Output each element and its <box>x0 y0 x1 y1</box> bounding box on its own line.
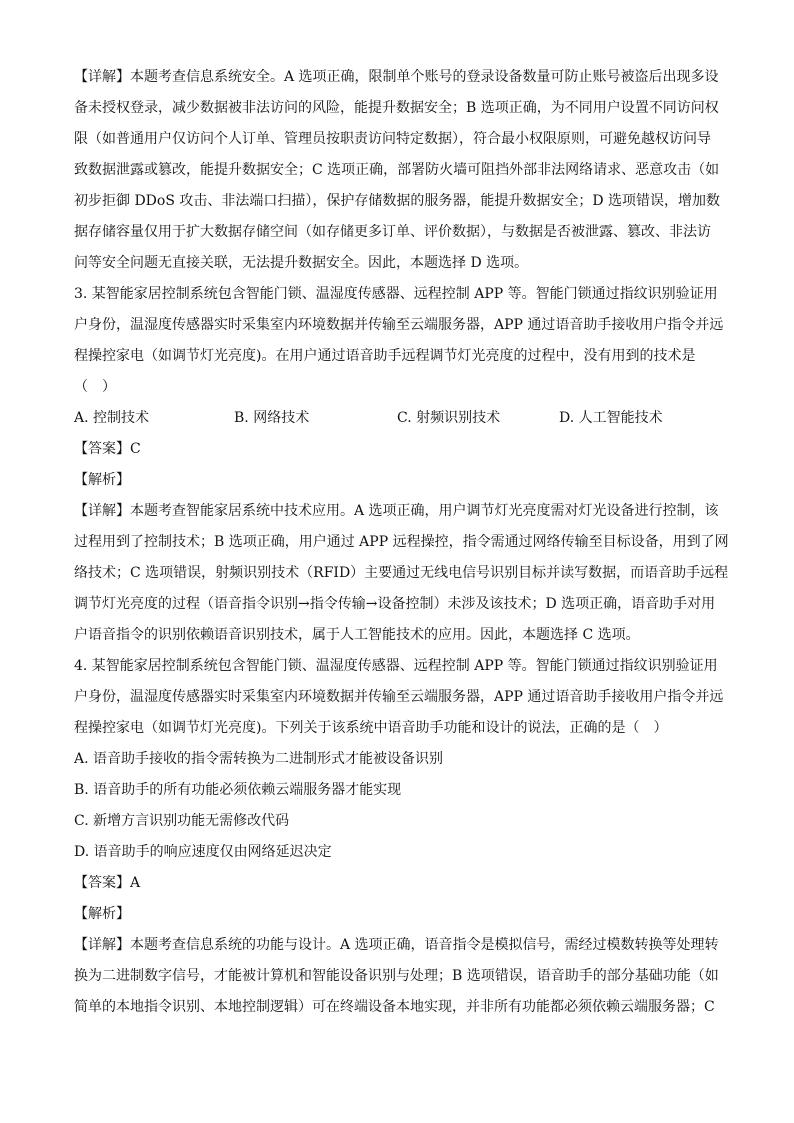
question-3-line: 户身份，温湿度传感器实时采集室内环境数据并传输至云端服务器，APP 通过语音助手接收用户指令并远 <box>74 317 724 333</box>
text-line: 过程用到了控制技术；B 选项正确，用户通过 APP 远程操控，指令需通过网络传输至目标设备，用到了网 <box>74 534 729 550</box>
answer-blank: （ ） <box>74 379 116 395</box>
answer-label: 【答案】A <box>74 875 141 891</box>
question-3-line: 程操控家电（如调节灯光亮度)。在用户通过语音助手远程调节灯光亮度的过程中，没有用到的技术是 <box>74 348 696 364</box>
text-line: 【详解】本题考查信息系统的功能与设计。A 选项正确，语音指令是模拟信号，需经过模数转换等处理转 <box>74 937 719 953</box>
option-b: B. 网络技术 <box>234 410 310 426</box>
option-a: A. 语音助手接收的指令需转换为二进制形式才能被设备识别 <box>74 751 444 767</box>
analysis-label: 【解析】 <box>74 472 130 488</box>
question-3-options <box>74 403 724 434</box>
question-3-line: 3. 某智能家居控制系统包含智能门锁、温湿度传感器、远程控制 APP 等。智能门锁通过指纹识别验证用 <box>74 286 718 302</box>
text-line: 初步拒御 DDoS 攻击、非法端口扫描），保护存储数据的服务器，能提升数据安全；D 选项错误，增加数 <box>74 193 721 209</box>
option-c: C. 新增方言识别功能无需修改代码 <box>74 813 290 829</box>
text-line: 简单的本地指令识别、本地控制逻辑）可在终端设备本地实现，并非所有功能都必须依赖云端服务器；C <box>74 999 715 1015</box>
analysis-label: 【解析】 <box>74 906 130 922</box>
text-line: 换为二进制数字信号，才能被计算机和智能设备识别与处理；B 选项错误，语音助手的部分基础功能（如 <box>74 968 719 984</box>
text-line: 【详解】本题考查智能家居系统中技术应用。A 选项正确，用户调节灯光亮度需对灯光设备进行控制，该 <box>74 503 719 519</box>
question-4-line: 户身份，温湿度传感器实时采集室内环境数据并传输至云端服务器，APP 通过语音助手接收用户指令并远 <box>74 689 724 705</box>
text-line: 致数据泄露或篡改，能提升数据安全；C 选项正确，部署防火墙可阻挡外部非法网络请求、恶意攻击（如 <box>74 162 720 178</box>
option-c: C. 射频识别技术 <box>397 410 501 426</box>
text-line: 调节灯光亮度的过程（语音指令识别→指令传输→设备控制）未涉及该技术；D 选项正确，语音助手对用 <box>74 596 716 612</box>
option-b: B. 语音助手的所有功能必须依赖云端服务器才能实现 <box>74 782 402 798</box>
text-line: 户语音指令的识别依赖语音识别技术，属于人工智能技术的应用。因此，本题选择 C 选项。 <box>74 627 640 643</box>
text-line: 络技术；C 选项错误，射频识别技术（RFID）主要通过无线电信号识别目标并读写数据，而语音助手远程 <box>74 565 729 581</box>
question-4-line: 4. 某智能家居控制系统包含智能门锁、温湿度传感器、远程控制 APP 等。智能门锁通过指纹识别验证用 <box>74 658 718 674</box>
question-4-line: 程操控家电（如调节灯光亮度)。下列关于该系统中语音助手功能和设计的说法，正确的是（ ） <box>74 720 668 736</box>
text-line: 【详解】本题考查信息系统安全。A 选项正确，限制单个账号的登录设备数量可防止账号被盗后出现多设 <box>74 69 719 85</box>
text-line: 据存储容量仅用于扩大数据存储空间（如存储更多订单、评价数据），与数据是否被泄露、篡改、非法访 <box>74 224 711 240</box>
text-line: 限（如普通用户仅访问个人订单、管理员按职责访问特定数据），符合最小权限原则，可避免越权访问导 <box>74 131 711 147</box>
text-line: 备未授权登录，减少数据被非法访问的风险，能提升数据安全；B 选项正确，为不同用户设置不同访问权 <box>74 100 719 116</box>
option-d: D. 语音助手的响应速度仅由网络延迟决定 <box>74 844 332 860</box>
option-d: D. 人工智能技术 <box>559 410 663 426</box>
document-body <box>74 62 729 1023</box>
text-line: 问等安全问题无直接关联，无法提升数据安全。因此，本题选择 D 选项。 <box>74 255 529 271</box>
answer-label: 【答案】C <box>74 441 141 457</box>
option-a: A. 控制技术 <box>74 410 150 426</box>
